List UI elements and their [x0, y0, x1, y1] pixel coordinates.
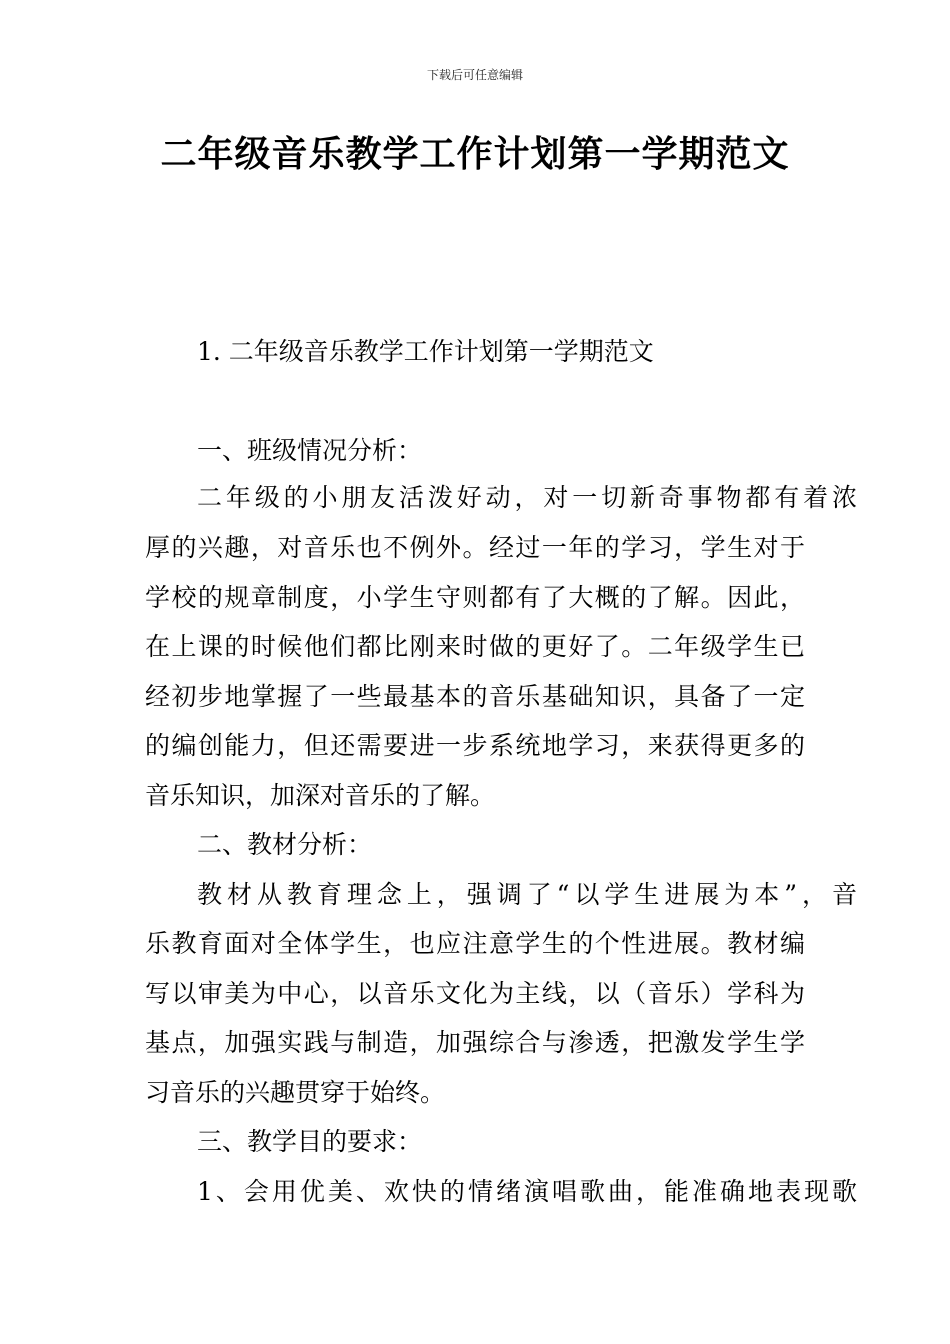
page-header-note: 下载后可任意编辑: [426, 68, 523, 82]
paragraph-line: 教材从教育理念上，强调了“以学生进展为本”，音: [197, 880, 857, 909]
document-title: 二年级音乐教学工作计划第一学期范文: [160, 134, 790, 175]
paragraph-line: 基点，加强实践与制造，加强综合与渗透，把激发学生学: [145, 1028, 805, 1057]
heading-class-analysis: 一、班级情况分析：: [197, 436, 423, 465]
paragraph-line: 厚的兴趣，对音乐也不例外。经过一年的学习，学生对于: [145, 533, 805, 562]
paragraph-line: 学校的规章制度，小学生守则都有了大概的了解。因此，: [145, 583, 805, 612]
paragraph-line: 1、会用优美、欢快的情绪演唱歌曲，能准确地表现歌: [197, 1177, 857, 1206]
paragraph-line: 写以审美为中心，以音乐文化为主线，以（音乐）学科为: [145, 979, 805, 1008]
paragraph-line: 习音乐的兴趣贯穿于始终。: [145, 1078, 446, 1107]
paragraph-line: 的编创能力，但还需要进一步系统地学习，来获得更多的: [145, 731, 805, 760]
paragraph-line: 二年级的小朋友活泼好动，对一切新奇事物都有着浓: [197, 483, 857, 512]
section-title: 1. 二年级音乐教学工作计划第一学期范文: [197, 337, 654, 366]
paragraph-line: 音乐知识，加深对音乐的了解。: [145, 781, 496, 810]
heading-textbook-analysis: 二、教材分析：: [197, 830, 373, 859]
paragraph-line: 在上课的时候他们都比刚来时做的更好了。二年级学生已: [145, 632, 805, 661]
heading-teaching-goals: 三、教学目的要求：: [197, 1127, 423, 1156]
paragraph-line: 经初步地掌握了一些最基本的音乐基础知识，具备了一定: [145, 682, 805, 711]
paragraph-line: 乐教育面对全体学生，也应注意学生的个性进展。教材编: [145, 929, 805, 958]
